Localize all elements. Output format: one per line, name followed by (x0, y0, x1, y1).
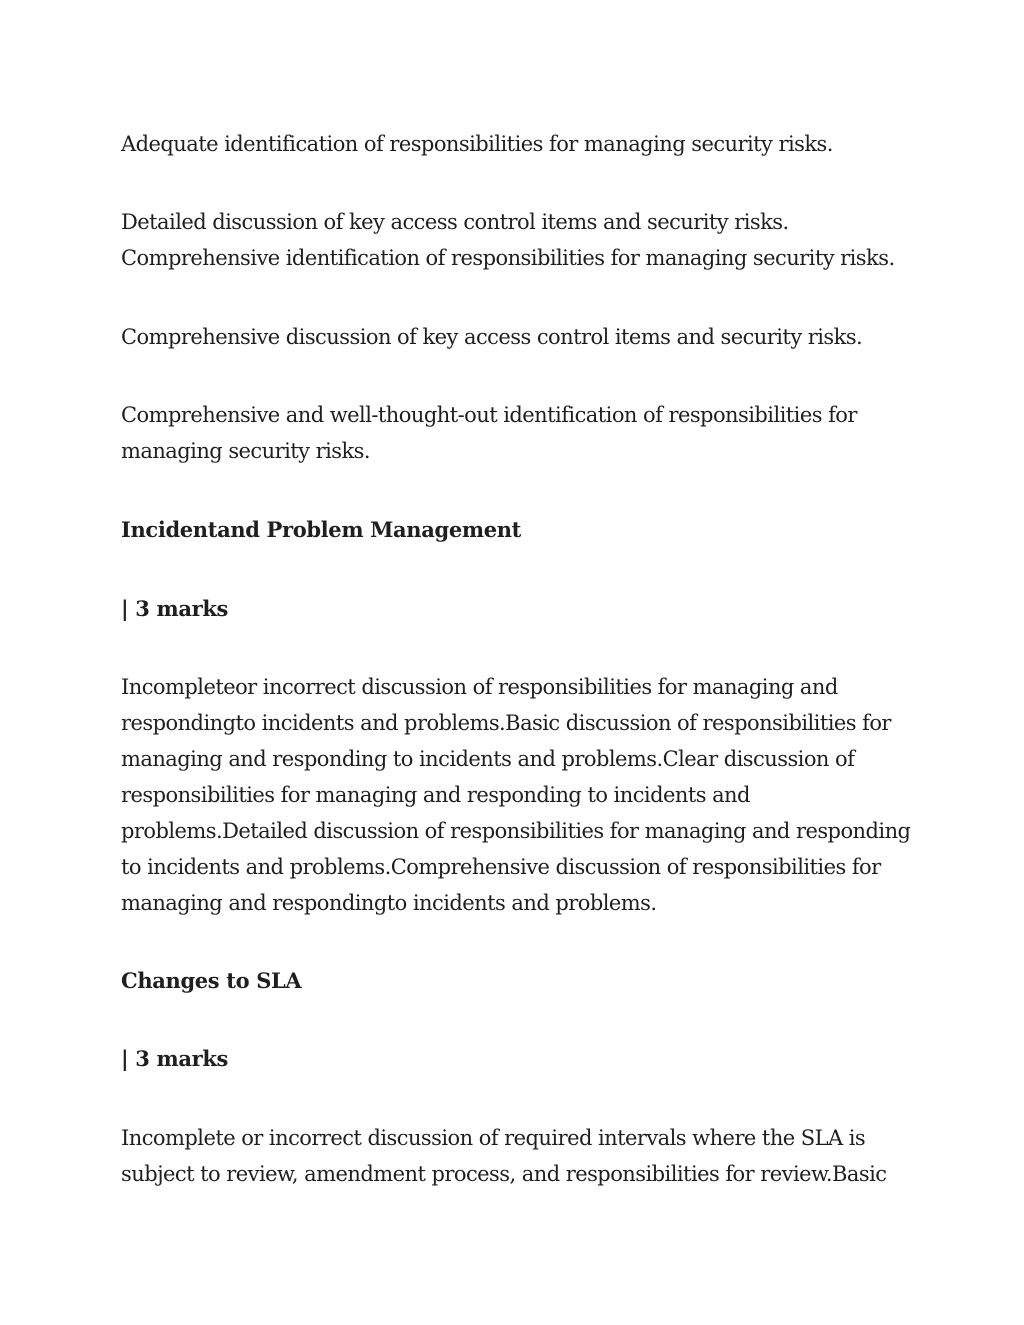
marks-label-incident: | 3 marks (121, 596, 228, 621)
paragraph-sla-criteria: Incomplete or incorrect discussion of required intervals where the SLA is subject to review, amendment process, and responsibilities for review.Basic (121, 1126, 887, 1186)
section-heading-changes-to-sla: Changes to SLA (121, 968, 302, 993)
paragraph-access-control-comprehensive: Comprehensive discussion of key access control items and security risks. (121, 325, 863, 349)
paragraph-responsibilities-well-thought-out: Comprehensive and well-thought-out identification of responsibilities for managing security risks. (121, 403, 857, 463)
section-heading-incident-problem-management: Incidentand Problem Management (121, 517, 521, 542)
paragraph-security-risk-responsibilities: Adequate identification of responsibilities for managing security risks. (121, 132, 833, 156)
paragraph-incident-criteria: Incompleteor incorrect discussion of responsibilities for managing and respondingto incidents and problems.Basic discussion of responsibilities for managing and responding to incidents and problems.Clear discussion of responsibilities for managing and responding to incidents and problems.Detailed discussion of responsibilities for managing and responding to incidents and problems.Comprehensive discussion of responsibilities for managing and respondingto incidents and problems. (121, 675, 911, 915)
paragraph-access-control-detailed: Detailed discussion of key access control items and security risks. Comprehensive identification of responsibilities for managing security risks. (121, 210, 895, 270)
marks-label-sla: | 3 marks (121, 1046, 228, 1071)
